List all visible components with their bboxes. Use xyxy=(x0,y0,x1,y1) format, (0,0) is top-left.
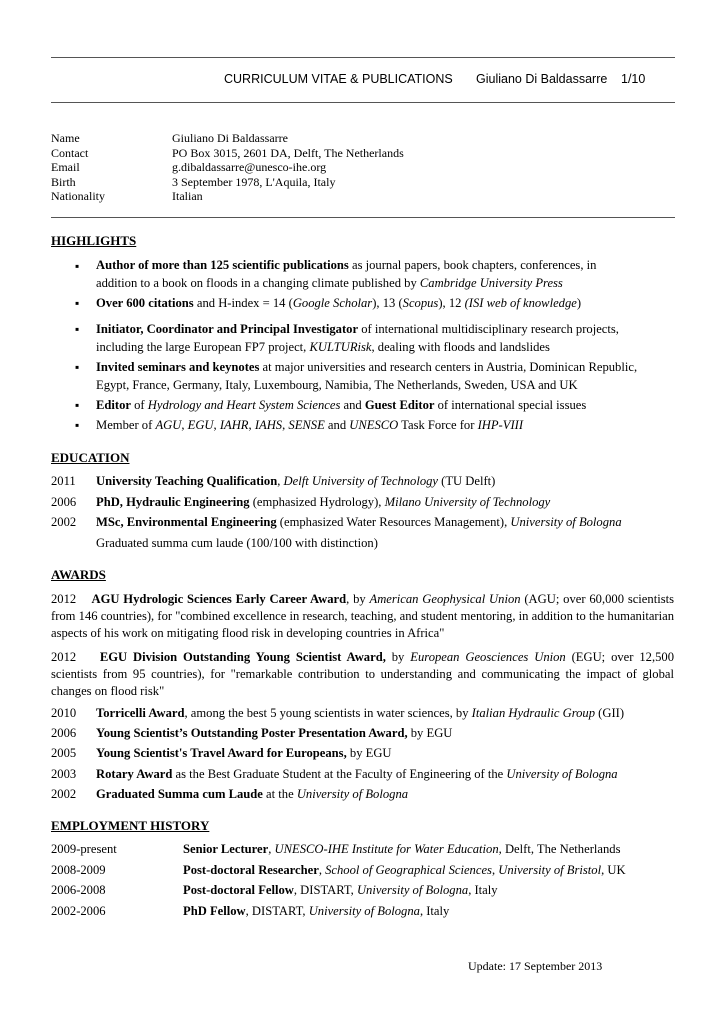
value-contact: PO Box 3015, 2601 DA, Delft, The Netherlands xyxy=(172,145,404,160)
education-year: 2006 xyxy=(51,495,77,509)
highlights-heading: HIGHLIGHTS xyxy=(51,233,137,248)
value-email: g.dibaldassarre@unesco-ihe.org xyxy=(172,160,327,174)
info-bottom-rule xyxy=(51,217,675,218)
education-year: 2011 xyxy=(51,474,76,488)
employment-period: 2002-2006 xyxy=(51,904,106,918)
highlight-memberships: Member of AGU, EGU, IAHR, IAHS, SENSE and UNESCO Task Force for IHP-VIII xyxy=(96,418,524,432)
highlight-citations: Over 600 citations and H-index = 14 (Google Scholar), 13 (Scopus), 12 (ISI web of knowledge) xyxy=(96,296,582,310)
award-year: 2010 xyxy=(51,706,77,720)
award-entry: 2012 AGU Hydrologic Sciences Early Career Award, by American Geophysical Union (AGU; over 60,000 scientists from 146 countries), for "combined excellence in research, teaching, and student mentoring, in addition to the humanitarian aspects of his work on mitigating flood risk in developing countries in Africa" xyxy=(51,592,674,641)
education-text: MSc, Environmental Engineering (emphasized Water Resources Management), University of Bologna xyxy=(96,515,622,529)
bullet-icon: ▪ xyxy=(75,418,80,432)
employment-period: 2008-2009 xyxy=(51,863,106,877)
education-text: University Teaching Qualification, Delft University of Technology (TU Delft) xyxy=(96,474,496,488)
highlight-projects: Initiator, Coordinator and Principal Investigator of international multidisciplinary research projects, including the large European FP7 project, KULTURisk, dealing with floods and landslides xyxy=(96,322,619,354)
award-text: Torricelli Award, among the best 5 young scientists in water sciences, by Italian Hydraulic Group (GII) xyxy=(96,706,625,720)
award-year: 2002 xyxy=(51,787,77,801)
award-text: Graduated Summa cum Laude at the University of Bologna xyxy=(96,787,409,801)
award-year: 2006 xyxy=(51,726,77,740)
education-year: 2002 xyxy=(51,515,77,529)
awards-heading: AWARDS xyxy=(51,567,106,582)
highlight-publications: Author of more than 125 scientific publications as journal papers, book chapters, conferences, in addition to a book on floods in a changing climate published by Cambridge University Press xyxy=(96,258,597,290)
header-author: Giuliano Di Baldassarre xyxy=(476,72,608,86)
label-email: Email xyxy=(51,160,80,174)
personal-values xyxy=(172,131,404,204)
award-text: Young Scientist's Travel Award for Europeans, by EGU xyxy=(96,746,392,760)
employment-role: Post-doctoral Researcher, School of Geographical Sciences, University of Bristol, UK xyxy=(183,863,626,877)
header-page-number: 1/10 xyxy=(621,72,646,86)
employment-role: PhD Fellow, DISTART, University of Bologna, Italy xyxy=(183,904,450,918)
award-year: 2003 xyxy=(51,767,77,781)
employment-period: 2006-2008 xyxy=(51,883,106,897)
award-year: 2005 xyxy=(51,746,77,760)
label-nationality: Nationality xyxy=(51,189,105,203)
highlight-editor: Editor of Hydrology and Heart System Sciences and Guest Editor of international special issues xyxy=(96,398,587,412)
employment-heading: EMPLOYMENT HISTORY xyxy=(51,818,210,833)
employment-role: Senior Lecturer, UNESCO-IHE Institute for Water Education, Delft, The Netherlands xyxy=(183,842,621,856)
header-title: CURRICULUM VITAE & PUBLICATIONS xyxy=(224,72,453,86)
bullet-icon: ▪ xyxy=(75,398,80,412)
label-birth: Birth xyxy=(51,174,76,189)
bullet-icon: ▪ xyxy=(75,322,80,336)
award-year: 2012 xyxy=(51,650,77,664)
header-top-rule xyxy=(51,57,675,58)
update-date: Update: 17 September 2013 xyxy=(468,959,603,973)
label-name: Name xyxy=(51,131,80,145)
education-heading: EDUCATION xyxy=(51,450,130,465)
bullet-icon: ▪ xyxy=(75,259,80,273)
employment-period: 2009-present xyxy=(51,842,117,856)
award-text: Young Scientist’s Outstanding Poster Presentation Award, by EGU xyxy=(96,726,453,740)
personal-labels xyxy=(51,131,105,204)
award-year: 2012 xyxy=(51,592,77,606)
employment-role: Post-doctoral Fellow, DISTART, University of Bologna, Italy xyxy=(183,883,498,897)
award-entry: 2012 EGU Division Outstanding Young Scientist Award, by European Geosciences Union (EGU; over 12,500 scientists from 95 countries), for "remarkable contribution to understanding and communicating the impact of global changes on flood risk" xyxy=(51,650,675,699)
award-text: Rotary Award as the Best Graduate Student at the Faculty of Engineering of the University of Bologna xyxy=(96,767,618,781)
header-bottom-rule xyxy=(51,102,675,103)
value-name: Giuliano Di Baldassarre xyxy=(172,131,288,145)
bullet-icon: ▪ xyxy=(75,296,80,310)
page-header xyxy=(51,72,675,90)
education-text: PhD, Hydraulic Engineering (emphasized Hydrology), Milano University of Technology xyxy=(96,495,551,509)
label-contact: Contact xyxy=(51,145,89,160)
highlight-seminars: Invited seminars and keynotes at major universities and research centers in Austria, Dominican Republic, Egypt, France, Germany, Italy, Luxembourg, Namibia, The Netherlands, Sweden, USA and UK xyxy=(96,360,638,392)
value-birth: 3 September 1978, L'Aquila, Italy xyxy=(172,174,336,189)
value-nationality: Italian xyxy=(172,189,203,203)
bullet-icon: ▪ xyxy=(75,360,80,374)
